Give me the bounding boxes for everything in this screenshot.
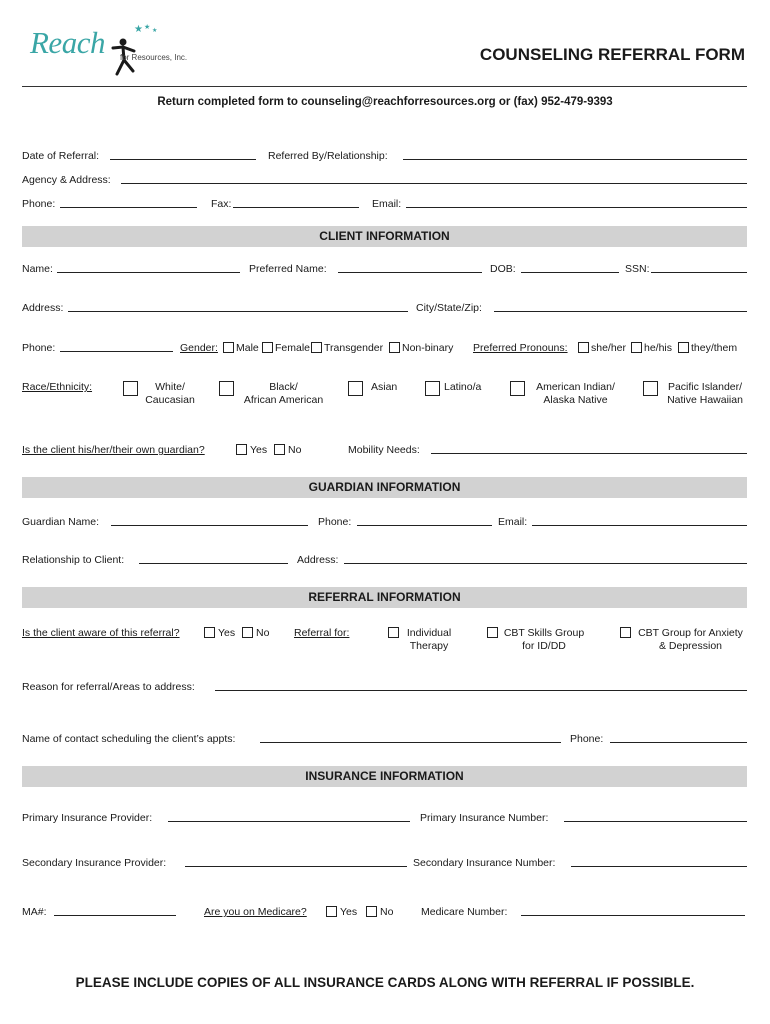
aware-question: Is the client aware of this referral? bbox=[22, 627, 180, 639]
insurance-cards-note: PLEASE INCLUDE COPIES OF ALL INSURANCE CARDS ALONG WITH REFERRAL IF POSSIBLE. bbox=[75, 975, 695, 990]
referred-by-field[interactable] bbox=[403, 159, 747, 160]
cbt-anxiety-checkbox[interactable] bbox=[620, 627, 631, 638]
form-title: COUNSELING REFERRAL FORM bbox=[479, 45, 745, 64]
medicare-question: Are you on Medicare? bbox=[204, 906, 307, 918]
mobility-needs-label: Mobility Needs: bbox=[348, 444, 420, 456]
client-address-label: Address: bbox=[22, 302, 64, 314]
guardian-info-heading: GUARDIAN INFORMATION bbox=[22, 477, 747, 498]
medicare-yes-label: Yes bbox=[340, 906, 358, 918]
referral-info-heading: REFERRAL INFORMATION bbox=[22, 587, 747, 608]
race-white-label: White/ Caucasian bbox=[145, 381, 195, 406]
own-guardian-yes-label: Yes bbox=[250, 444, 268, 456]
insurance-info-heading: INSURANCE INFORMATION bbox=[22, 766, 747, 787]
logo-wordmark: Reach bbox=[30, 25, 105, 60]
race-asian-label: Asian bbox=[371, 381, 398, 393]
gender-label: Gender: bbox=[180, 342, 218, 354]
gender-male-checkbox[interactable] bbox=[223, 342, 234, 353]
own-guardian-no-label: No bbox=[288, 444, 302, 456]
mobility-needs-field[interactable] bbox=[431, 453, 747, 454]
relationship-label: Relationship to Client: bbox=[22, 554, 125, 566]
guardian-name-field[interactable] bbox=[111, 525, 308, 526]
pronoun-she-label: she/her bbox=[591, 342, 627, 354]
medicare-yes-checkbox[interactable] bbox=[326, 906, 337, 917]
referrer-phone-label: Phone: bbox=[22, 198, 56, 210]
client-name-label: Name: bbox=[22, 263, 53, 275]
referral-for-label: Referral for: bbox=[294, 627, 350, 639]
logo-figure-icon bbox=[104, 18, 166, 80]
pronoun-they-label: they/them bbox=[691, 342, 738, 354]
primary-number-label: Primary Insurance Number: bbox=[420, 812, 549, 824]
race-white-checkbox[interactable] bbox=[123, 381, 138, 396]
agency-address-label: Agency & Address: bbox=[22, 174, 111, 186]
reason-label: Reason for referral/Areas to address: bbox=[22, 681, 195, 693]
svg-text:★: ★ bbox=[134, 24, 143, 35]
guardian-address-field[interactable] bbox=[344, 563, 747, 564]
reason-field[interactable] bbox=[215, 690, 747, 691]
race-asian-checkbox[interactable] bbox=[348, 381, 363, 396]
race-american-indian-label: American Indian/ Alaska Native bbox=[536, 381, 615, 406]
primary-provider-field[interactable] bbox=[168, 821, 410, 822]
pronoun-they-checkbox[interactable] bbox=[678, 342, 689, 353]
client-name-field[interactable] bbox=[57, 272, 240, 273]
referral-date-label: Date of Referral: bbox=[22, 150, 100, 162]
contact-phone-label: Phone: bbox=[570, 733, 604, 745]
medicare-number-label: Medicare Number: bbox=[421, 906, 508, 918]
city-state-zip-label: City/State/Zip: bbox=[416, 302, 482, 314]
race-black-label: Black/ African American bbox=[243, 381, 324, 406]
aware-yes-label: Yes bbox=[218, 627, 236, 639]
race-black-checkbox[interactable] bbox=[219, 381, 234, 396]
referrer-email-field[interactable] bbox=[406, 207, 747, 208]
city-state-zip-field[interactable] bbox=[494, 311, 747, 312]
race-american-indian-checkbox[interactable] bbox=[510, 381, 525, 396]
individual-therapy-checkbox[interactable] bbox=[388, 627, 399, 638]
secondary-number-label: Secondary Insurance Number: bbox=[413, 857, 556, 869]
medicare-number-field[interactable] bbox=[521, 915, 745, 916]
pronoun-he-label: he/his bbox=[644, 342, 673, 354]
cbt-skills-checkbox[interactable] bbox=[487, 627, 498, 638]
gender-nonbinary-label: Non-binary bbox=[402, 342, 454, 354]
primary-provider-label: Primary Insurance Provider: bbox=[22, 812, 153, 824]
return-instructions: Return completed form to counseling@reachforresources.org or (fax) 952-479-9393 bbox=[157, 96, 613, 108]
referral-date-field[interactable] bbox=[110, 159, 256, 160]
ssn-field[interactable] bbox=[651, 272, 747, 273]
referrer-fax-field[interactable] bbox=[233, 207, 359, 208]
dob-label: DOB: bbox=[490, 263, 516, 275]
client-phone-label: Phone: bbox=[22, 342, 56, 354]
client-phone-field[interactable] bbox=[60, 351, 173, 352]
ma-number-field[interactable] bbox=[54, 915, 176, 916]
svg-text:★: ★ bbox=[144, 24, 151, 31]
gender-female-label: Female bbox=[275, 342, 311, 354]
gender-male-label: Male bbox=[236, 342, 259, 354]
guardian-email-field[interactable] bbox=[532, 525, 747, 526]
cbt-anxiety-label: CBT Group for Anxiety & Depression bbox=[638, 627, 743, 652]
client-address-field[interactable] bbox=[68, 311, 408, 312]
pronoun-he-checkbox[interactable] bbox=[631, 342, 642, 353]
secondary-provider-field[interactable] bbox=[185, 866, 407, 867]
race-pacific-islander-checkbox[interactable] bbox=[643, 381, 658, 396]
svg-text:★: ★ bbox=[152, 28, 158, 34]
scheduling-contact-field[interactable] bbox=[260, 742, 561, 743]
header-rule bbox=[22, 86, 747, 87]
aware-no-label: No bbox=[256, 627, 270, 639]
own-guardian-no-checkbox[interactable] bbox=[274, 444, 285, 455]
race-latino-checkbox[interactable] bbox=[425, 381, 440, 396]
referrer-phone-field[interactable] bbox=[60, 207, 197, 208]
referred-by-label: Referred By/Relationship: bbox=[268, 150, 388, 162]
medicare-no-label: No bbox=[380, 906, 394, 918]
agency-address-field[interactable] bbox=[121, 183, 747, 184]
referrer-email-label: Email: bbox=[372, 198, 402, 210]
guardian-phone-field[interactable] bbox=[357, 525, 492, 526]
preferred-name-label: Preferred Name: bbox=[249, 263, 327, 275]
own-guardian-question: Is the client his/her/their own guardian? bbox=[22, 444, 205, 456]
medicare-no-checkbox[interactable] bbox=[366, 906, 377, 917]
gender-transgender-label: Transgender bbox=[324, 342, 384, 354]
cbt-skills-label: CBT Skills Group for ID/DD bbox=[503, 627, 585, 652]
client-info-heading: CLIENT INFORMATION bbox=[22, 226, 747, 247]
gender-transgender-checkbox[interactable] bbox=[311, 342, 322, 353]
secondary-number-field[interactable] bbox=[571, 866, 747, 867]
scheduling-contact-label: Name of contact scheduling the client’s appts: bbox=[22, 733, 236, 745]
logo-subtitle: for Resources, Inc. bbox=[120, 53, 188, 62]
guardian-name-label: Guardian Name: bbox=[22, 516, 100, 528]
primary-number-field[interactable] bbox=[564, 821, 747, 822]
dob-field[interactable] bbox=[521, 272, 619, 273]
guardian-address-label: Address: bbox=[297, 554, 339, 566]
pronouns-label: Preferred Pronouns: bbox=[473, 342, 568, 354]
contact-phone-field[interactable] bbox=[610, 742, 747, 743]
guardian-phone-label: Phone: bbox=[318, 516, 352, 528]
secondary-provider-label: Secondary Insurance Provider: bbox=[22, 857, 167, 869]
gender-nonbinary-checkbox[interactable] bbox=[389, 342, 400, 353]
ssn-label: SSN: bbox=[625, 263, 650, 275]
pronoun-she-checkbox[interactable] bbox=[578, 342, 589, 353]
gender-female-checkbox[interactable] bbox=[262, 342, 273, 353]
race-label: Race/Ethnicity: bbox=[22, 381, 93, 393]
relationship-field[interactable] bbox=[139, 563, 288, 564]
aware-yes-checkbox[interactable] bbox=[204, 627, 215, 638]
individual-therapy-label: Individual Therapy bbox=[406, 627, 452, 652]
own-guardian-yes-checkbox[interactable] bbox=[236, 444, 247, 455]
race-latino-label: Latino/a bbox=[444, 381, 482, 393]
referrer-fax-label: Fax: bbox=[211, 198, 232, 210]
race-pacific-islander-label: Pacific Islander/ Native Hawaiian bbox=[667, 381, 743, 406]
aware-no-checkbox[interactable] bbox=[242, 627, 253, 638]
ma-number-label: MA#: bbox=[22, 906, 47, 918]
guardian-email-label: Email: bbox=[498, 516, 528, 528]
preferred-name-field[interactable] bbox=[338, 272, 482, 273]
